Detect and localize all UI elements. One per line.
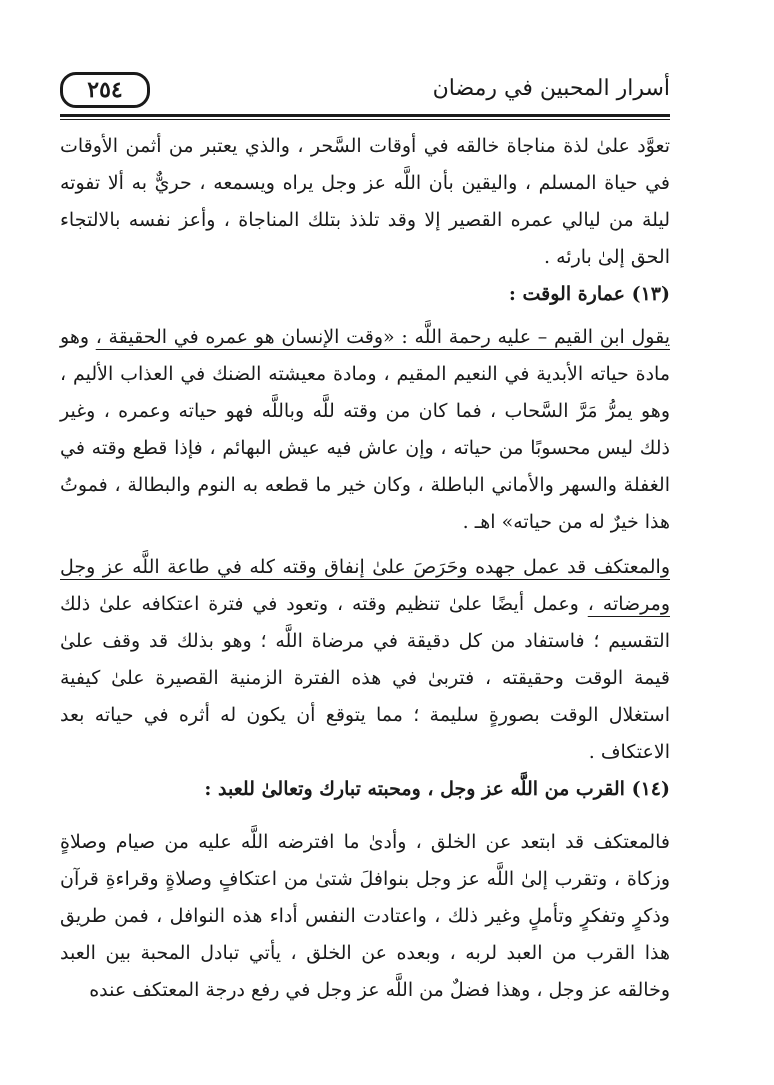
page-number-badge: ٢٥٤ [60, 72, 150, 108]
paragraph-3-underlined: والمعتكف قد عمل جهده وحَرَصَ علىٰ إنفاق وقته كله في طاعة اللَّه عز وجل ومرضاته ، [60, 556, 670, 615]
paragraph-3 [60, 549, 670, 771]
running-title: أسرار المحبين في رمضان [432, 76, 670, 101]
quote-body: وهو مادة حياته الأبدية في النعيم المقيم ، ومادة معيشته الضنك في العذاب الأليم ، وهو يمرُّ مَرَّ السَّحاب ، فما كان من وقته للَّه وباللَّه فهو حياته وعمره ، وغير ذلك ليس محسوبًا من حياته ، وإن عاش فيه عيش البهائم ، فإذا قطع وقته في الغفلة والسهر والأماني الباطلة ، وكان خير ما قطعه به النوم والبطالة ، فموتُ هذا خيرٌ له من حياته» اهـ . [60, 326, 670, 533]
paragraph-1: تعوَّد علىٰ لذة مناجاة خالقه في أوقات السَّحر ، والذي يعتبر من أثمن الأوقات في حياة المسلم ، واليقين بأن اللَّه عز وجل يراه ويسمعه ، حريٌّ به ألا تفوته ليلة من ليالي عمره القصير إلا وقد تلذذ بتلك المناجاة ، وأعز نفسه بالالتجاء الحق إلىٰ بارئه . [60, 135, 670, 268]
paragraph-4: فالمعتكف قد ابتعد عن الخلق ، وأدىٰ ما افترضه اللَّه عليه من صيام وصلاةٍ وزكاة ، وتقرب إلىٰ اللَّه عز وجل بنوافلَ شتىٰ من اعتكافٍ وصلاةٍ وقراءةِ قرآن وذكرٍ وتفكرٍ وتأملٍ وغير ذلك ، واعتادت النفس أداء هذه النوافل ، فمن طريق هذا القرب من العبد لربه ، وبعده عن الخلق ، يأتي تبادل المحبة بين العبد وخالقه عز وجل ، وهذا فضلٌ من اللَّه عز وجل في رفع درجة المعتكف عنده [60, 831, 670, 1001]
heading-13: (١٣) عمارة الوقت : [508, 283, 670, 305]
paragraph-3-rest: وعمل أيضًا علىٰ تنظيم وقته ، وتعود في فترة اعتكافه علىٰ ذلك التقسيم ؛ فاستفاد من كل دقيقة في مرضاة اللَّه ؛ وهو بذلك قد وقف علىٰ قيمة الوقت وحقيقته ، فتربىٰ في هذه الفترة الزمنية القصيرة علىٰ كيفية استغلال الوقت بصورةٍ سليمة ؛ مما يتوقع أن يكون له أثره في حياته بعد الاعتكاف . [60, 593, 670, 763]
header-rule-thin [60, 119, 670, 120]
page-header [60, 70, 670, 112]
paragraph-2 [60, 319, 670, 541]
quote-intro-underlined: يقول ابن القيم – عليه رحمة اللَّه : «وقت الإنسان هو عمره في الحقيقة ، [95, 326, 670, 348]
heading-14: (١٤) القرب من اللَّه عز وجل ، ومحبته تبارك وتعالىٰ للعبد : [204, 778, 670, 800]
header-rule-thick [60, 114, 670, 117]
page-body [60, 128, 670, 1009]
